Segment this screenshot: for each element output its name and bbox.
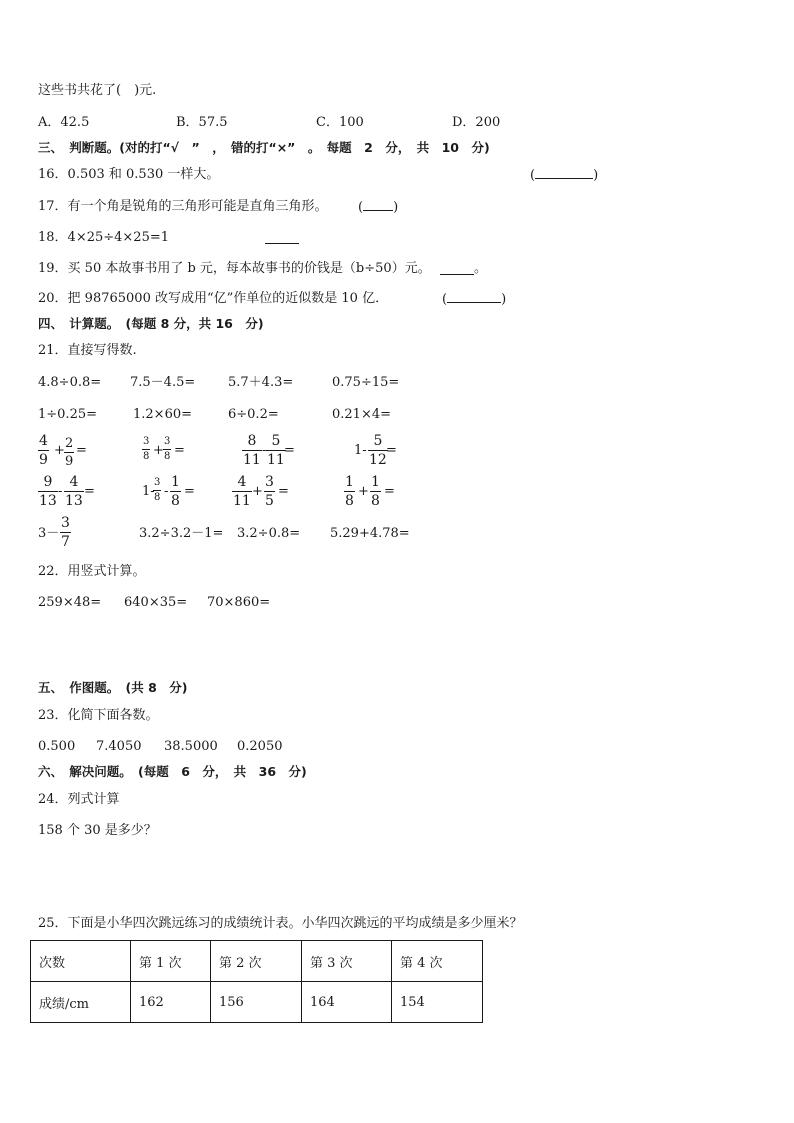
- fraction: 3 8: [164, 436, 171, 462]
- fraction: 3 8: [143, 436, 150, 462]
- paren-close: ): [393, 200, 399, 215]
- operator: +: [358, 484, 369, 499]
- operator: +: [54, 443, 65, 458]
- answer-blank[interactable]: [363, 200, 393, 211]
- q19-period: 。: [474, 261, 488, 276]
- option-c[interactable]: C．100: [316, 115, 364, 130]
- operator: -: [164, 484, 169, 499]
- calc-item: 3.2÷3.2－1=: [139, 526, 224, 541]
- fraction: 5 12: [369, 433, 387, 468]
- calc-item: 1.2×60=: [133, 407, 193, 422]
- q22-stem: 22．用竖式计算。: [38, 564, 146, 579]
- table-cell: 154: [392, 982, 483, 1023]
- q16-answer-paren[interactable]: [530, 168, 598, 182]
- fraction: 2 9: [65, 436, 74, 469]
- operator: -: [262, 443, 267, 458]
- fraction: 9 13: [39, 474, 57, 509]
- q23-stem: 23．化简下面各数。: [38, 708, 159, 723]
- calc-item: 5.7＋4.3=: [228, 375, 294, 390]
- equals: =: [284, 443, 295, 458]
- answer-blank[interactable]: [535, 168, 593, 179]
- q24-text: 158 个 30 是多少？: [38, 823, 157, 838]
- calc-item: 4.8÷0.8=: [38, 375, 102, 390]
- q16-text: 16．0.503 和 0.530 一样大。: [38, 167, 220, 182]
- prefix: 1-: [142, 484, 155, 499]
- fraction: 1 8: [345, 474, 354, 509]
- answer-blank[interactable]: [447, 292, 501, 303]
- paren-open: (: [530, 168, 536, 183]
- number-item: 7.4050: [96, 739, 142, 754]
- fraction: 3 5: [265, 474, 274, 509]
- section-3-title: 三、 判断题。(对的打“√ ” ， 错的打“×” 。 每题 2 分， 共 10 分): [38, 140, 490, 155]
- q18-answer-blank[interactable]: [265, 231, 299, 244]
- calc-item: 1÷0.25=: [38, 407, 98, 422]
- equals: =: [184, 484, 195, 499]
- q17-answer-paren[interactable]: [358, 200, 398, 214]
- question-stem: 这些书共花了( )元.: [38, 83, 157, 98]
- table-header-cell: 次数: [31, 941, 131, 982]
- calc-item: 5.29+4.78=: [330, 526, 410, 541]
- equals: =: [386, 443, 397, 458]
- q17-text: 17．有一个角是锐角的三角形可能是直角三角形。: [38, 199, 328, 214]
- fraction: 5 11: [267, 433, 285, 468]
- q19-answer-blank[interactable]: [440, 262, 474, 275]
- table-header-row: [31, 941, 483, 982]
- option-a[interactable]: A．42.5: [38, 115, 90, 130]
- option-d[interactable]: D．200: [452, 115, 501, 130]
- section-5-title: 五、 作图题。 (共 8 分): [38, 680, 188, 695]
- prefix: 1-: [354, 443, 367, 458]
- table-header-cell: 第 1 次: [131, 941, 211, 982]
- q21-stem: 21．直接写得数.: [38, 343, 137, 358]
- fraction: 3 7: [61, 515, 70, 550]
- table-cell: 成绩/cm: [31, 982, 131, 1023]
- table-header-cell: 第 4 次: [392, 941, 483, 982]
- number-item: 0.500: [38, 739, 76, 754]
- section-6-title: 六、 解决问题。 (每题 6 分， 共 36 分): [38, 764, 307, 779]
- operator: -: [58, 484, 63, 499]
- equals: =: [174, 443, 185, 458]
- table-cell: 164: [302, 982, 392, 1023]
- paren-close: ): [501, 292, 507, 307]
- fraction: 3 8: [154, 477, 161, 503]
- q18-text: 18．4×25÷4×25=1: [38, 230, 170, 245]
- prefix: 3－: [38, 526, 60, 541]
- paren-open: (: [442, 292, 448, 307]
- fraction: 4 13: [65, 474, 83, 509]
- fraction: 4 11: [233, 474, 251, 509]
- q24-stem: 24．列式计算: [38, 792, 120, 807]
- table-cell: 162: [131, 982, 211, 1023]
- q25-stem: 25．下面是小华四次跳远练习的成绩统计表。小华四次跳远的平均成绩是多少厘米？: [38, 916, 523, 931]
- operator: +: [153, 443, 164, 458]
- q20-answer-paren[interactable]: [442, 292, 506, 306]
- operator: +: [252, 484, 263, 499]
- calc-item: 0.21×4=: [332, 407, 392, 422]
- fraction: 4 9: [39, 433, 48, 468]
- equals: =: [278, 484, 289, 499]
- calc-item: 640×35=: [124, 595, 188, 610]
- table-header-cell: 第 2 次: [211, 941, 302, 982]
- number-item: 0.2050: [237, 739, 283, 754]
- table-row: [31, 982, 483, 1023]
- paren-open: (: [358, 200, 364, 215]
- equals: =: [84, 484, 95, 499]
- calc-item: 0.75÷15=: [332, 375, 400, 390]
- option-b[interactable]: B．57.5: [176, 115, 228, 130]
- fraction: 1 8: [171, 474, 180, 509]
- equals: =: [384, 484, 395, 499]
- calc-item: 7.5－4.5=: [130, 375, 196, 390]
- table-cell: 156: [211, 982, 302, 1023]
- calc-item: 70×860=: [207, 595, 271, 610]
- calc-item: 6÷0.2=: [228, 407, 279, 422]
- equals: =: [76, 443, 87, 458]
- score-table: [30, 940, 483, 1023]
- table-header-cell: 第 3 次: [302, 941, 392, 982]
- paren-close: ): [593, 168, 599, 183]
- q20-text: 20．把 98765000 改写成用“亿”作单位的近似数是 10 亿．: [38, 291, 389, 306]
- number-item: 38.5000: [164, 739, 218, 754]
- fraction: 8 11: [243, 433, 261, 468]
- calc-item: 3.2÷0.8=: [237, 526, 301, 541]
- calc-item: 259×48=: [38, 595, 102, 610]
- fraction: 1 8: [371, 474, 380, 509]
- section-4-title: 四、 计算题。 (每题 8 分，共 16 分): [38, 316, 264, 331]
- q19-text: 19．买 50 本故事书用了 b 元，每本故事书的价钱是（b÷50）元。: [38, 261, 431, 276]
